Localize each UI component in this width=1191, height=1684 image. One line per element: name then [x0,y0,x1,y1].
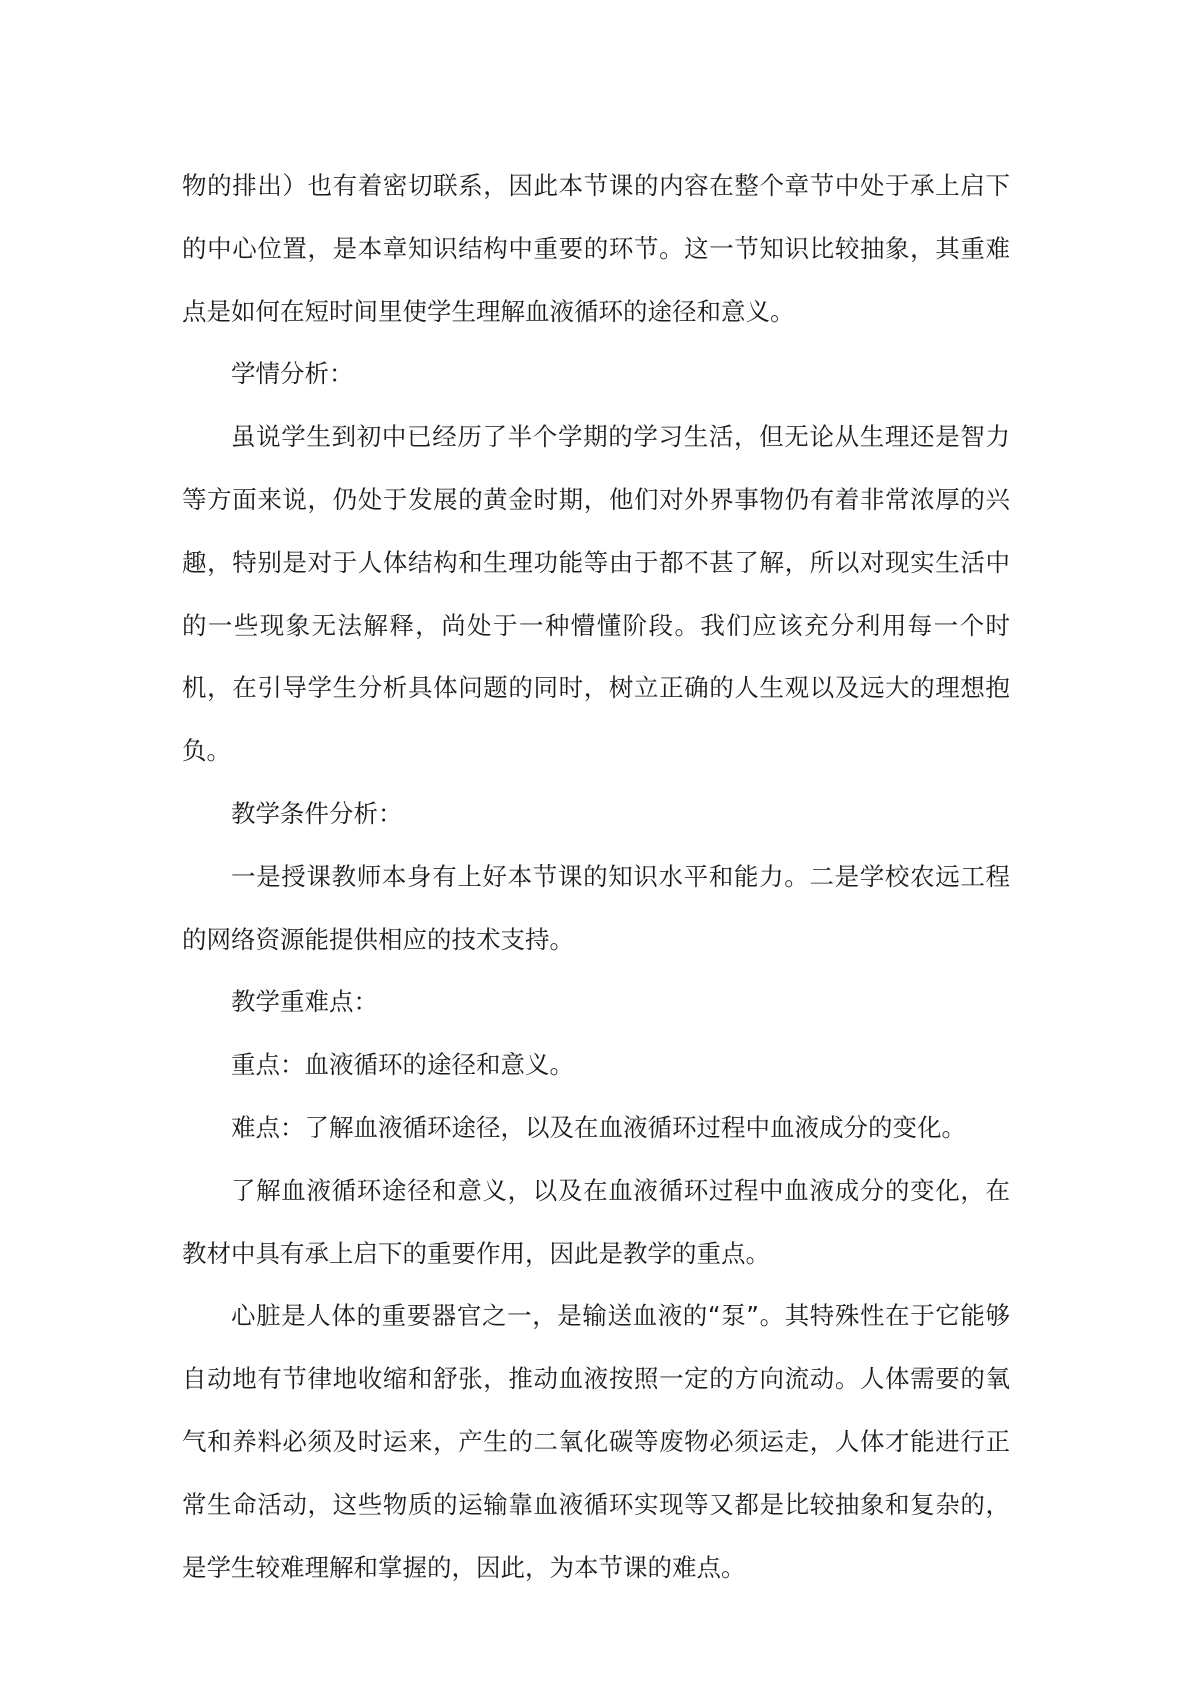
paragraph-teaching-conditions: 一是授课教师本身有上好本节课的知识水平和能力。二是学校农远工程的网络资源能提供相应的技术支持。 [182,861,1010,954]
paragraph-student-analysis: 虽说学生到初中已经历了半个学期的学习生活，但无论从生理还是智力等方面来说，仍处于发展的黄金时期，他们对外界事物仍有着非常浓厚的兴趣，特别是对于人体结构和生理功能等由于都不甚了解，所以对现实生活中的一些现象无法解释，尚处于一种懵懂阶段。我们应该充分利用每一个时机，在引导学生分析具体问题的同时，树立正确的人生观以及远大的理想抱负。 [182,422,1010,766]
paragraph-key-point-explanation: 了解血液循环途径和意义，以及在血液循环过程中血液成分的变化，在教材中具有承上启下的重要作用，因此是教学的重点。 [182,1175,1010,1268]
heading-key-difficult-points: 教学重难点： [231,987,378,1017]
document-page [182,155,1010,1599]
paragraph-difficult-point-explanation: 心脏是人体的重要器官之一，是输送血液的“泵”。其特殊性在于它能够自动地有节律地收缩和舒张，推动血液按照一定的方向流动。人体需要的氧气和养料必须及时运来，产生的二氧化碳等废物必须运走，人体才能进行正常生命活动，这些物质的运输靠血液循环实现等又都是比较抽象和复杂的，是学生较难理解和掌握的，因此，为本节课的难点。 [182,1301,1010,1582]
paragraph-difficult-point: 难点：了解血液循环途径，以及在血液循环过程中血液成分的变化。 [231,1112,966,1142]
paragraph-continuation: 物的排出）也有着密切联系，因此本节课的内容在整个章节中处于承上启下的中心位置，是本章知识结构中重要的环节。这一节知识比较抽象，其重难点是如何在短时间里使学生理解血液循环的途径和意义。 [182,171,1010,326]
heading-student-analysis: 学情分析： [231,359,354,389]
paragraph-key-point: 重点：血液循环的途径和意义。 [231,1050,574,1080]
heading-teaching-conditions: 教学条件分析： [231,798,403,828]
